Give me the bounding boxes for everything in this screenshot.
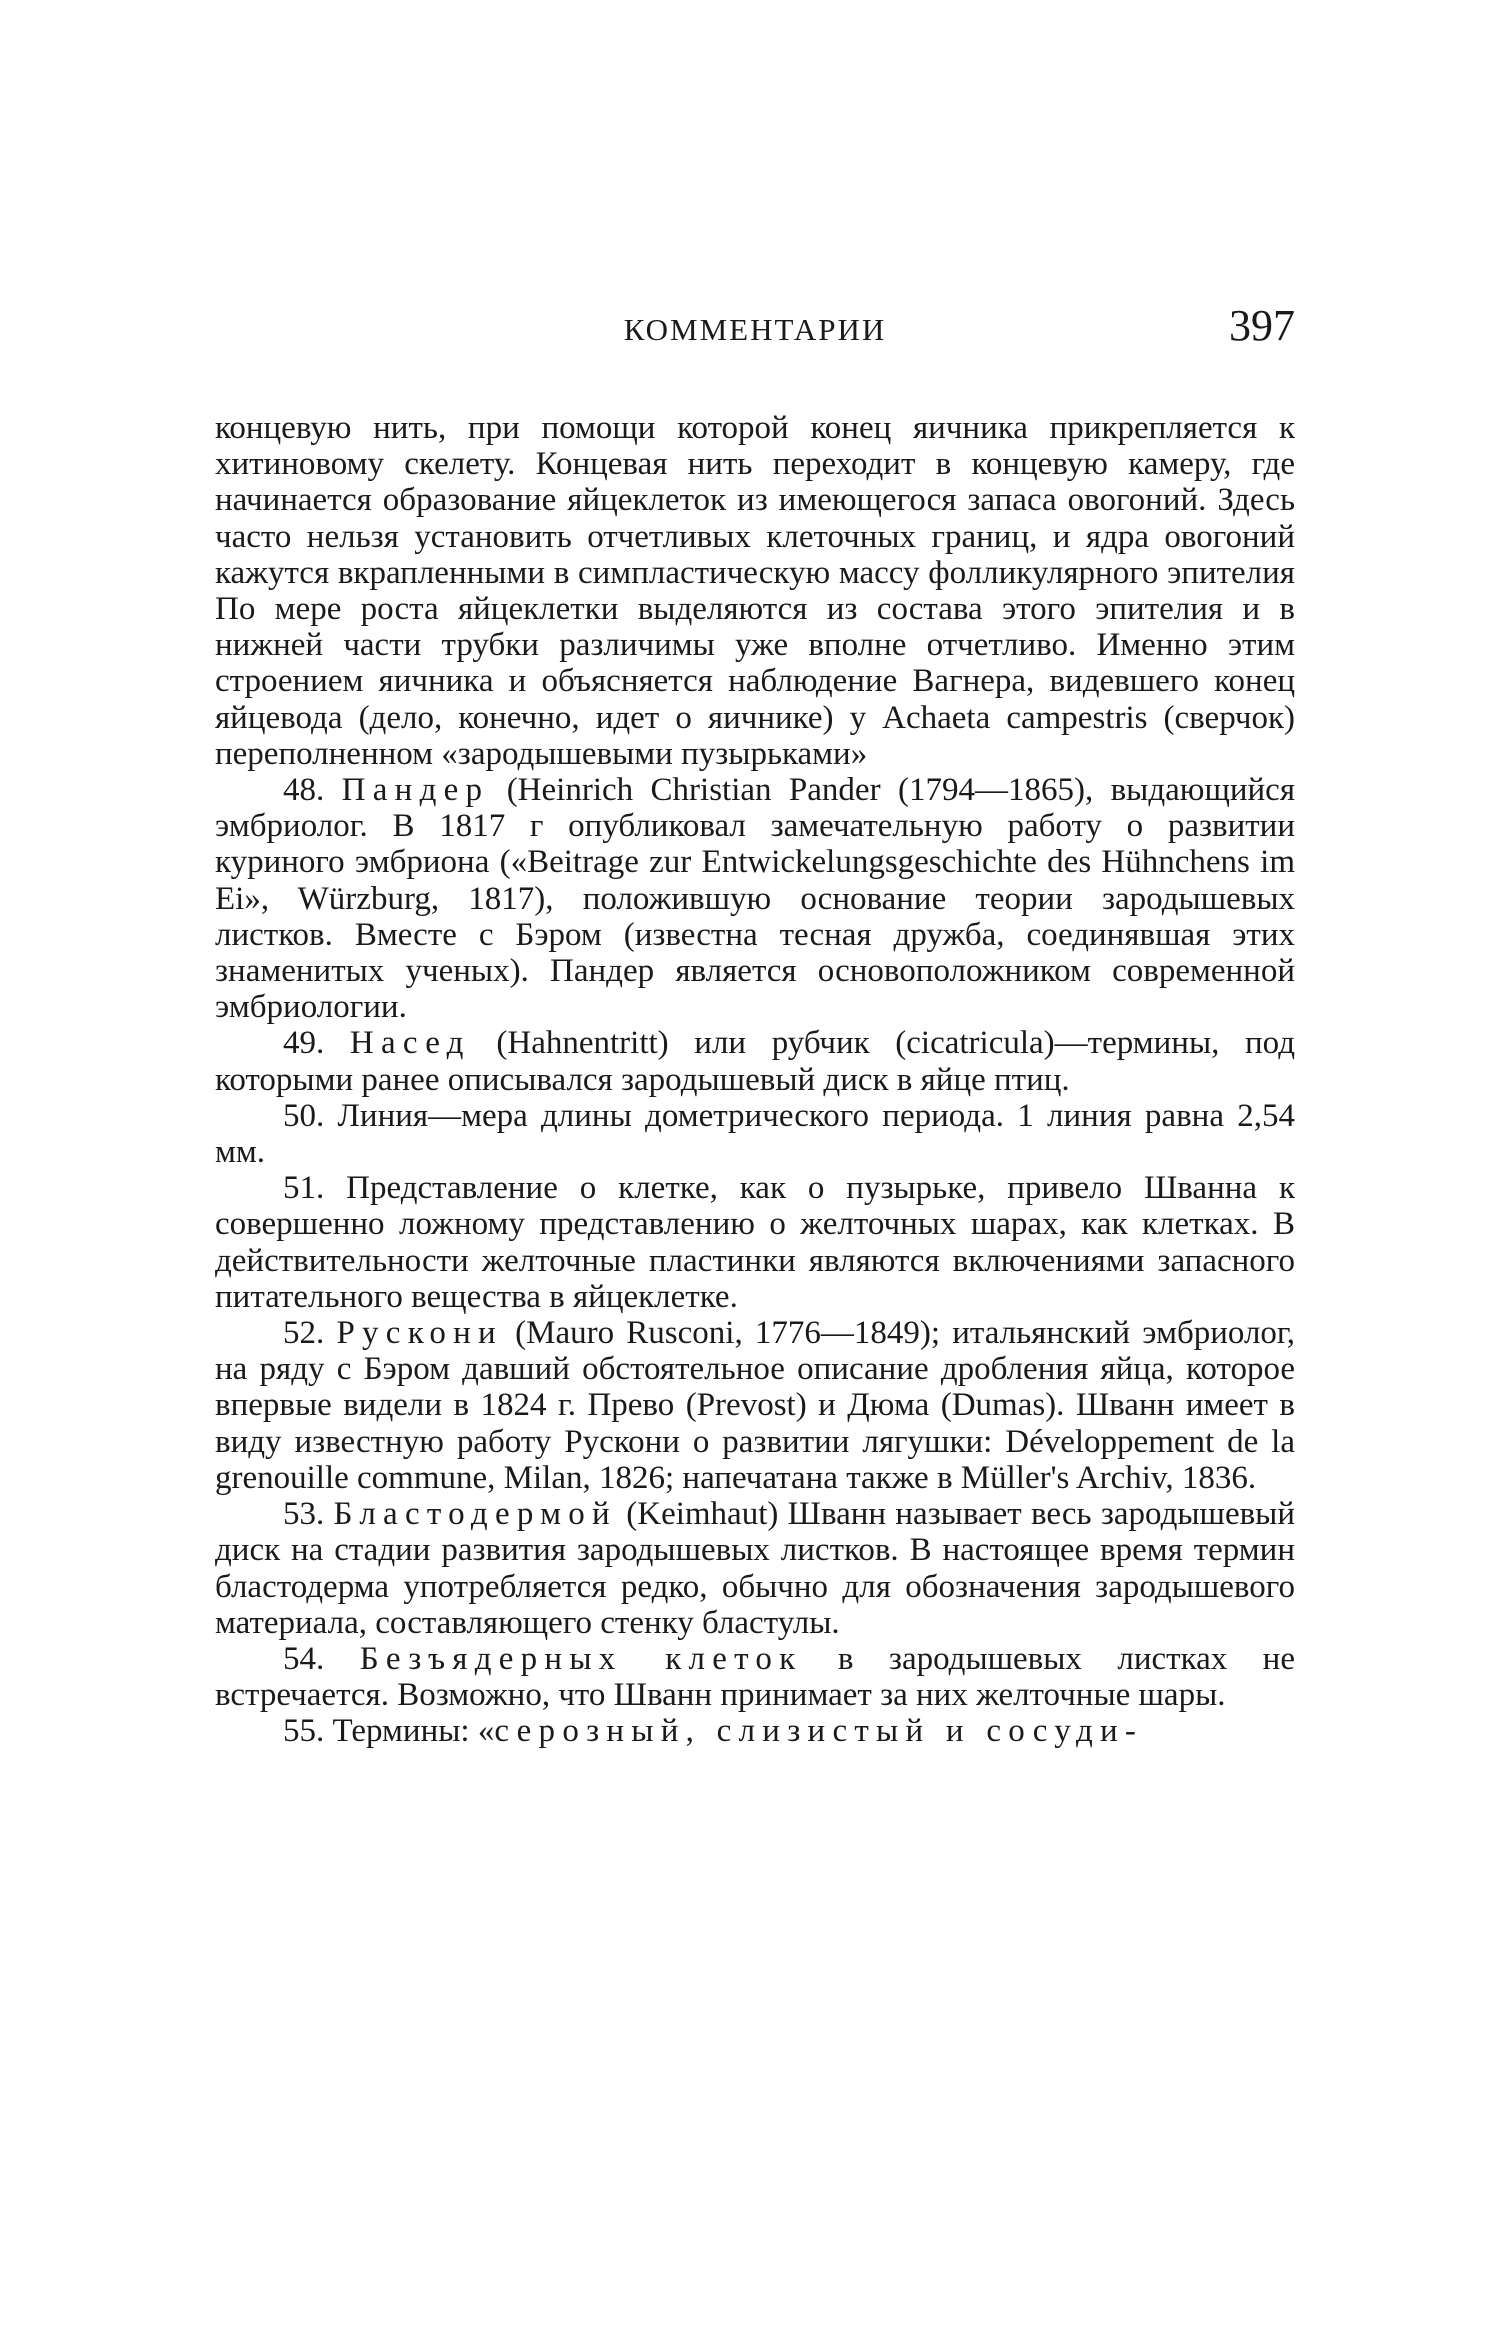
page-header (215, 300, 1295, 360)
note-53 (215, 1496, 1295, 1641)
note-number: 53. (283, 1496, 334, 1533)
page-number: 397 (1229, 301, 1295, 350)
spaced-term: Пандер (341, 772, 490, 809)
note-number: 55. Термины: « (283, 1713, 495, 1750)
text-run: 51. Представление о клетке, как о пузырьке, привело Шванна к совершенно ложному представлению о желточных шарах, как клетках. В действительности желточные пластинки являются включениями запасного питательного вещества в яйцеклетке. (215, 1170, 1295, 1315)
text-run: (Hahnentritt) или рубчик (cicatricula)—термины, под которыми ранее описывался зародышевый диск в яйце птиц. (215, 1025, 1296, 1098)
note-number: 54. (283, 1640, 360, 1677)
spaced-term: Безъядерных клеток (359, 1640, 803, 1677)
note-48 (215, 772, 1295, 1025)
running-title: КОММЕНТАРИИ (623, 312, 887, 347)
spaced-term: Бластодермой (333, 1496, 617, 1533)
text-run: (Mauro Rusconi, 1776—1849); итальянский эмбриолог, на ряду с Бэром давший обстоятельное описание дробления яйца, которое впервые видели в 1824 г. Прево (Prevost) и Дюма (Dumas). Шванн имеет в виду известную работу Рускони о развитии лягушки: Développement de la grenouille commune, Milan, 1826; напечатана также в Müller's Archiv, 1836. (215, 1315, 1295, 1496)
note-55 (215, 1713, 1295, 1749)
note-50 (215, 1098, 1295, 1170)
note-54 (215, 1641, 1295, 1713)
text-run: в зародышевых листках не встречается. Возможно, что Шванн принимает за них желточные шары. (215, 1640, 1295, 1714)
spaced-term: серозный, слизистый и сосуди- (494, 1713, 1144, 1750)
note-52 (215, 1315, 1295, 1496)
spaced-term: Насед (349, 1025, 471, 1062)
body-text (215, 410, 1295, 1750)
text-run: концевую нить, при помощи которой конец яичника прикрепляется к хитиновому скелету. Концевая нить переходит в концевую камеру, где начинается образование яйцеклеток из имеющегося запаса овогоний. Здесь часто нельзя установить отчетливых клеточных границ, и ядра овогоний кажутся вкрапленными в симпластическую массу фолликулярного эпителия По мере роста яйцеклетки выделяются из состава этого эпителия и в нижней части трубки различимы уже вполне отчетливо. Именно этим строением яичника и объясняется наблюдение Вагнера, видевшего конец яйцевода (дело, конечно, идет о яичнике) у Achaeta campestris (сверчок) переполненном «зародышевыми пузырьками» (215, 410, 1295, 772)
text-run: 50. Линия—мера длины дометрического периода. 1 линия равна 2,54 мм. (215, 1097, 1295, 1171)
text-run: (Keimhaut) Шванн называет весь зародышевый диск на стадии развития зародышевых листков. В настоящее время термин бластодерма употребляется редко, обычно для обозначения зародышевого материала, составляющего стенку бластулы. (215, 1496, 1296, 1641)
text-run: (Heinrich Christian Pander (1794—1865), выдающийся эмбриолог. В 1817 г опубликовал замечательную работу о развитии куриного эмбриона («Beitrage zur Entwickelungsgeschichte des Hühnchens im Ei», Würzburg, 1817), положившую основание теории зародышевых листков. Вместе с Бэром (известна тесная дружба, соединявшая этих знаменитых ученых). Пандер является основоположником современной эмбриологии. (215, 772, 1296, 1026)
note-number: 49. (283, 1025, 350, 1062)
paragraph-continuation (215, 410, 1295, 772)
spaced-term: Рускони (336, 1315, 503, 1352)
note-number: 52. (283, 1315, 337, 1352)
note-number: 48. (283, 772, 342, 809)
note-49 (215, 1025, 1295, 1097)
note-51 (215, 1170, 1295, 1315)
